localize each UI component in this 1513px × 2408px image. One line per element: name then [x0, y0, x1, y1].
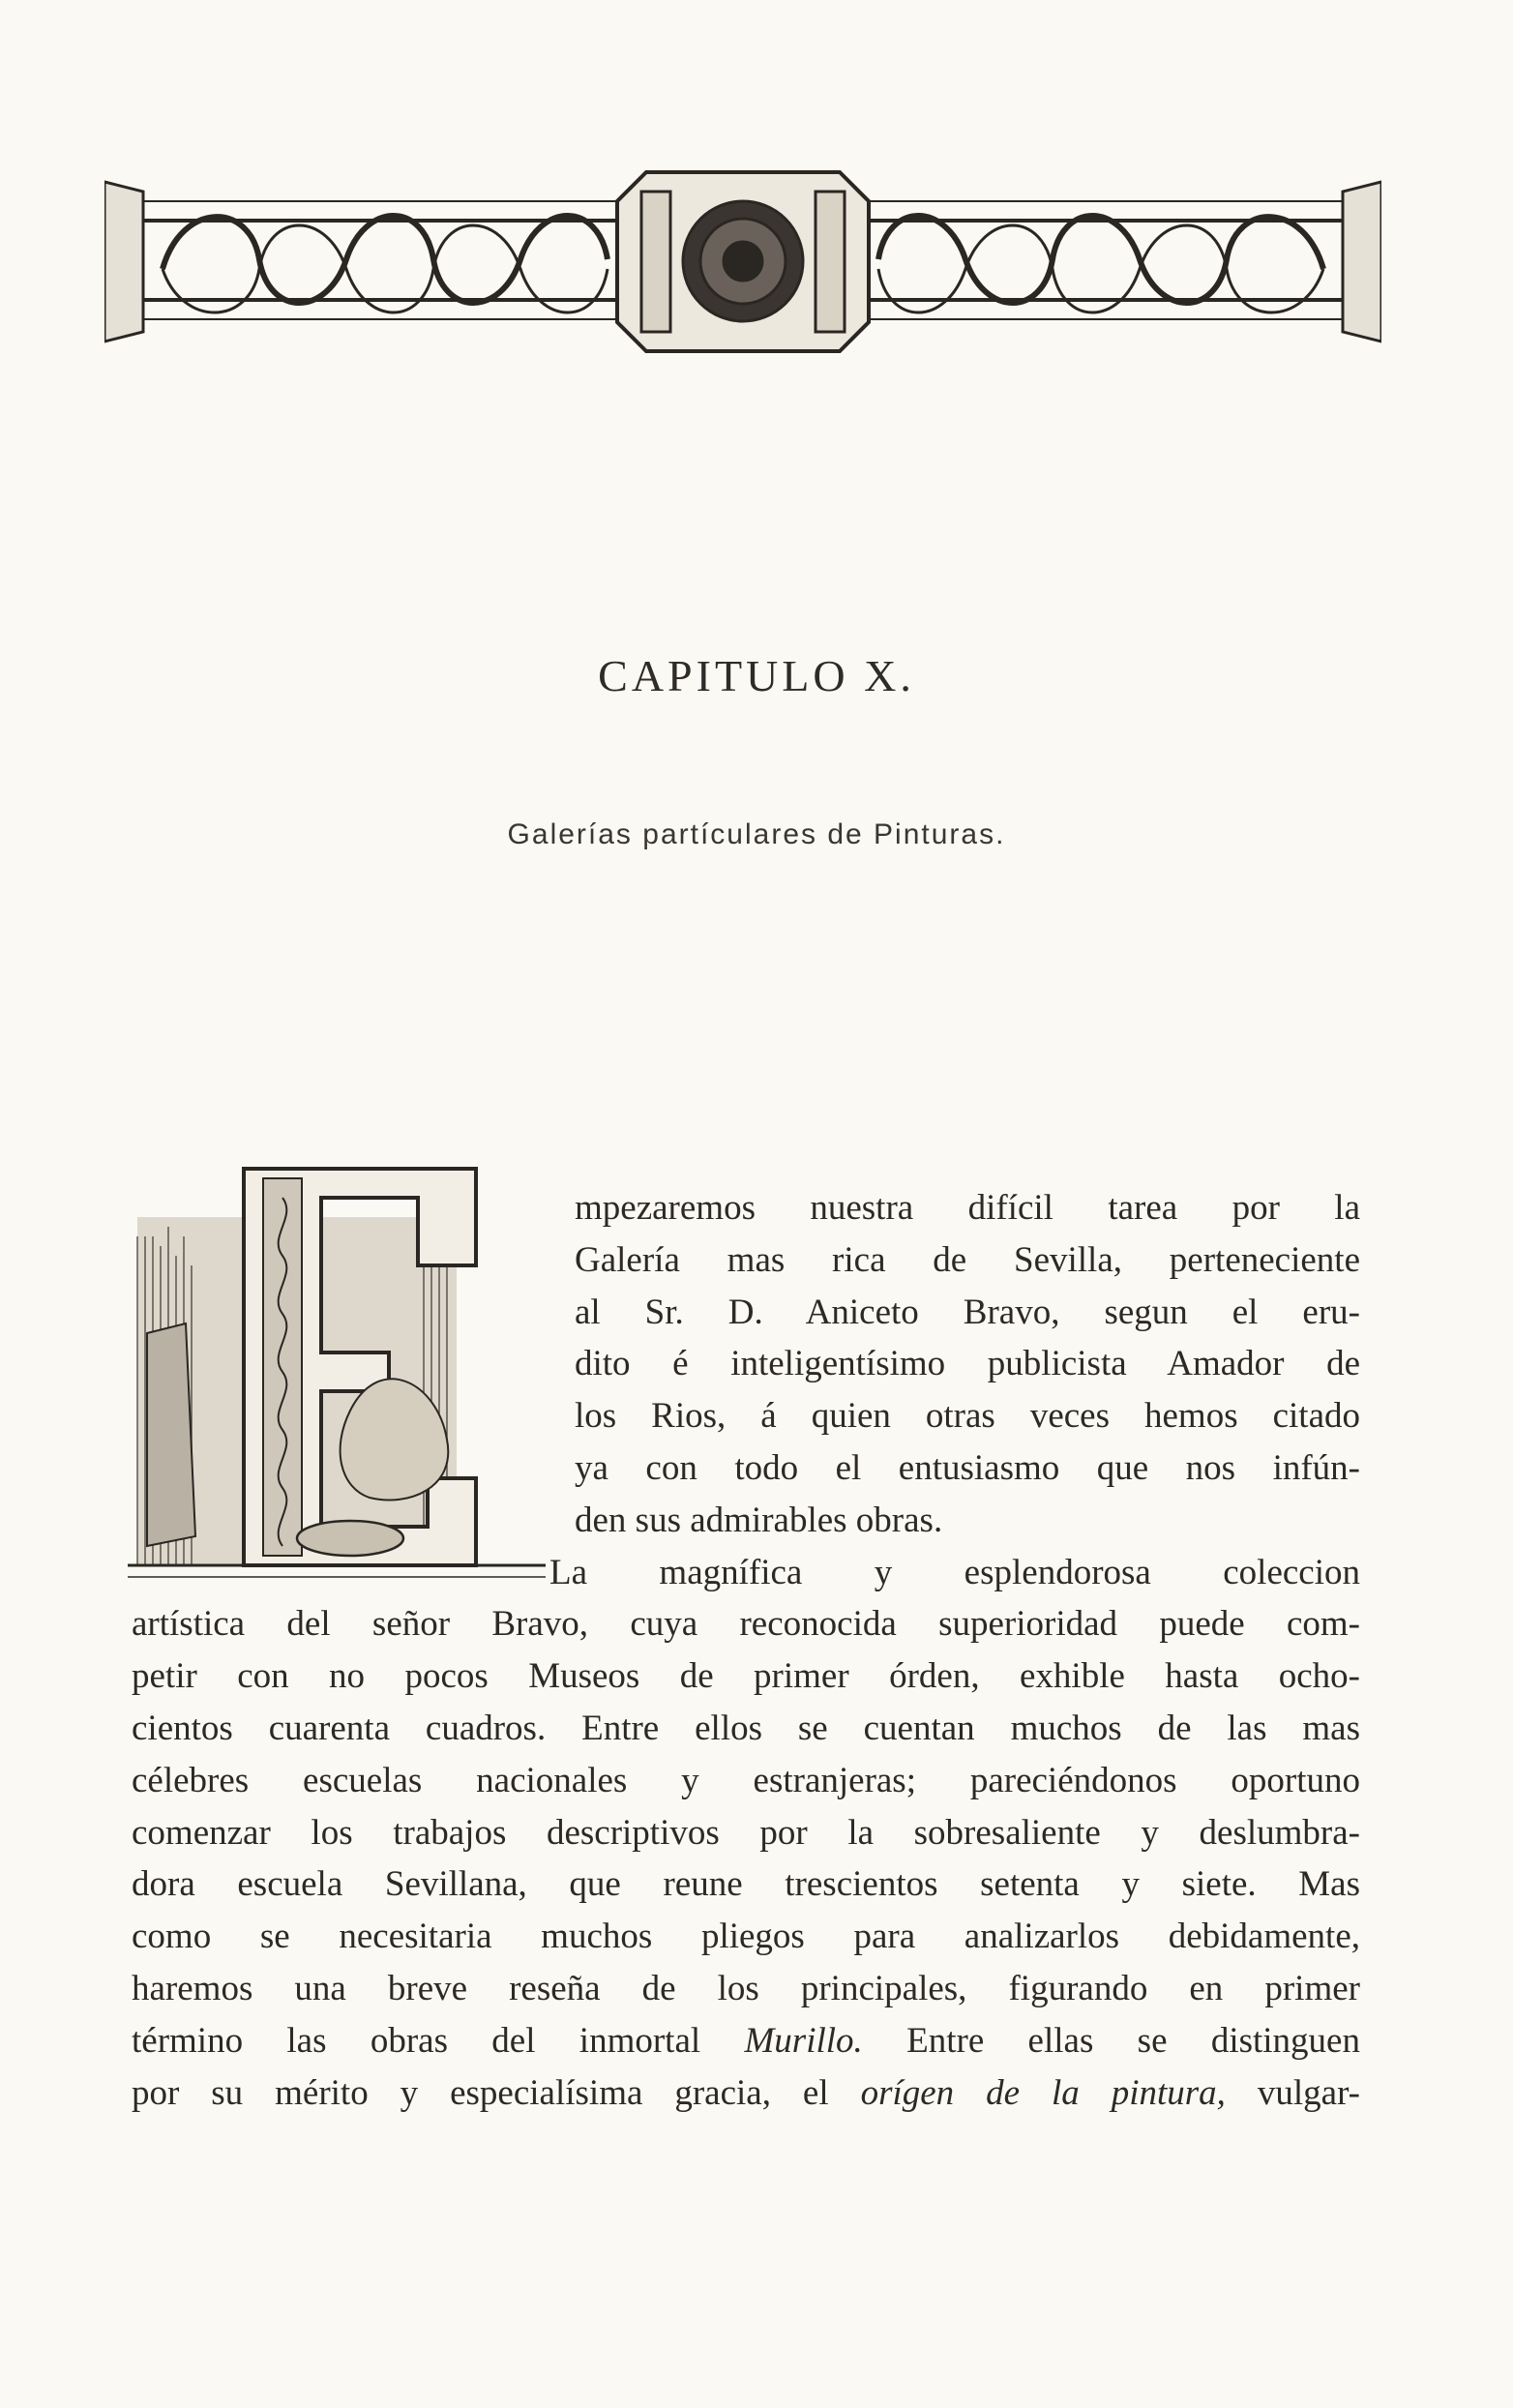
text-line: ya con todo el entusiasmo que nos infún-	[575, 1447, 1360, 1488]
text-line: La magnífica y esplendorosa coleccion	[549, 1552, 1360, 1592]
text-line: dito é inteligentísimo publicista Amador de	[575, 1344, 1360, 1384]
italic-text: Murillo.	[744, 2020, 863, 2061]
text-line: mpezaremos nuestra difícil tarea por la	[575, 1188, 1360, 1228]
text-line: haremos una breve reseña de los principales, figurando en primer	[132, 1968, 1360, 2008]
text-segment: término las obras del inmortal	[132, 2020, 745, 2061]
text-line: célebres escuelas nacionales y estranjeras; pareciéndonos oportuno	[132, 1760, 1360, 1800]
text-line: dora escuela Sevillana, que reune trescientos setenta y siete. Mas	[132, 1864, 1360, 1905]
text-line: al Sr. D. Aniceto Bravo, segun el eru-	[575, 1292, 1360, 1332]
text-line: los Rios, á quien otras veces hemos citado	[575, 1396, 1360, 1437]
decorative-headpiece	[104, 163, 1381, 356]
body-text	[132, 1182, 1360, 2119]
text-line: cientos cuarenta cuadros. Entre ellos se cuentan muchos de las mas	[132, 1708, 1360, 1748]
chapter-title: CAPITULO X.	[598, 651, 915, 700]
text-line	[132, 2067, 1360, 2120]
text-line: den sus admirables obras.	[575, 1500, 943, 1540]
chapter-subtitle: Galerías partículares de Pinturas.	[507, 818, 1006, 850]
text-line: petir con no pocos Museos de primer órden, exhible hasta ocho-	[132, 1656, 1360, 1697]
text-line: artística del señor Bravo, cuya reconocida superioridad puede com-	[132, 1604, 1360, 1645]
text-line: comenzar los trabajos descriptivos por la sobresaliente y deslumbra-	[132, 1812, 1360, 1853]
text-segment: vulgar-	[1225, 2072, 1360, 2113]
text-segment: por su mérito y especialísima gracia, el	[132, 2072, 861, 2113]
italic-text: orígen de la pintura,	[860, 2072, 1226, 2113]
text-line	[132, 2015, 1360, 2067]
text-line: Galería mas rica de Sevilla, perteneciente	[575, 1239, 1360, 1280]
text-line: como se necesitaria muchos pliegos para analizarlos debidamente,	[132, 1917, 1360, 1957]
text-segment: Entre ellas se distinguen	[862, 2020, 1360, 2061]
